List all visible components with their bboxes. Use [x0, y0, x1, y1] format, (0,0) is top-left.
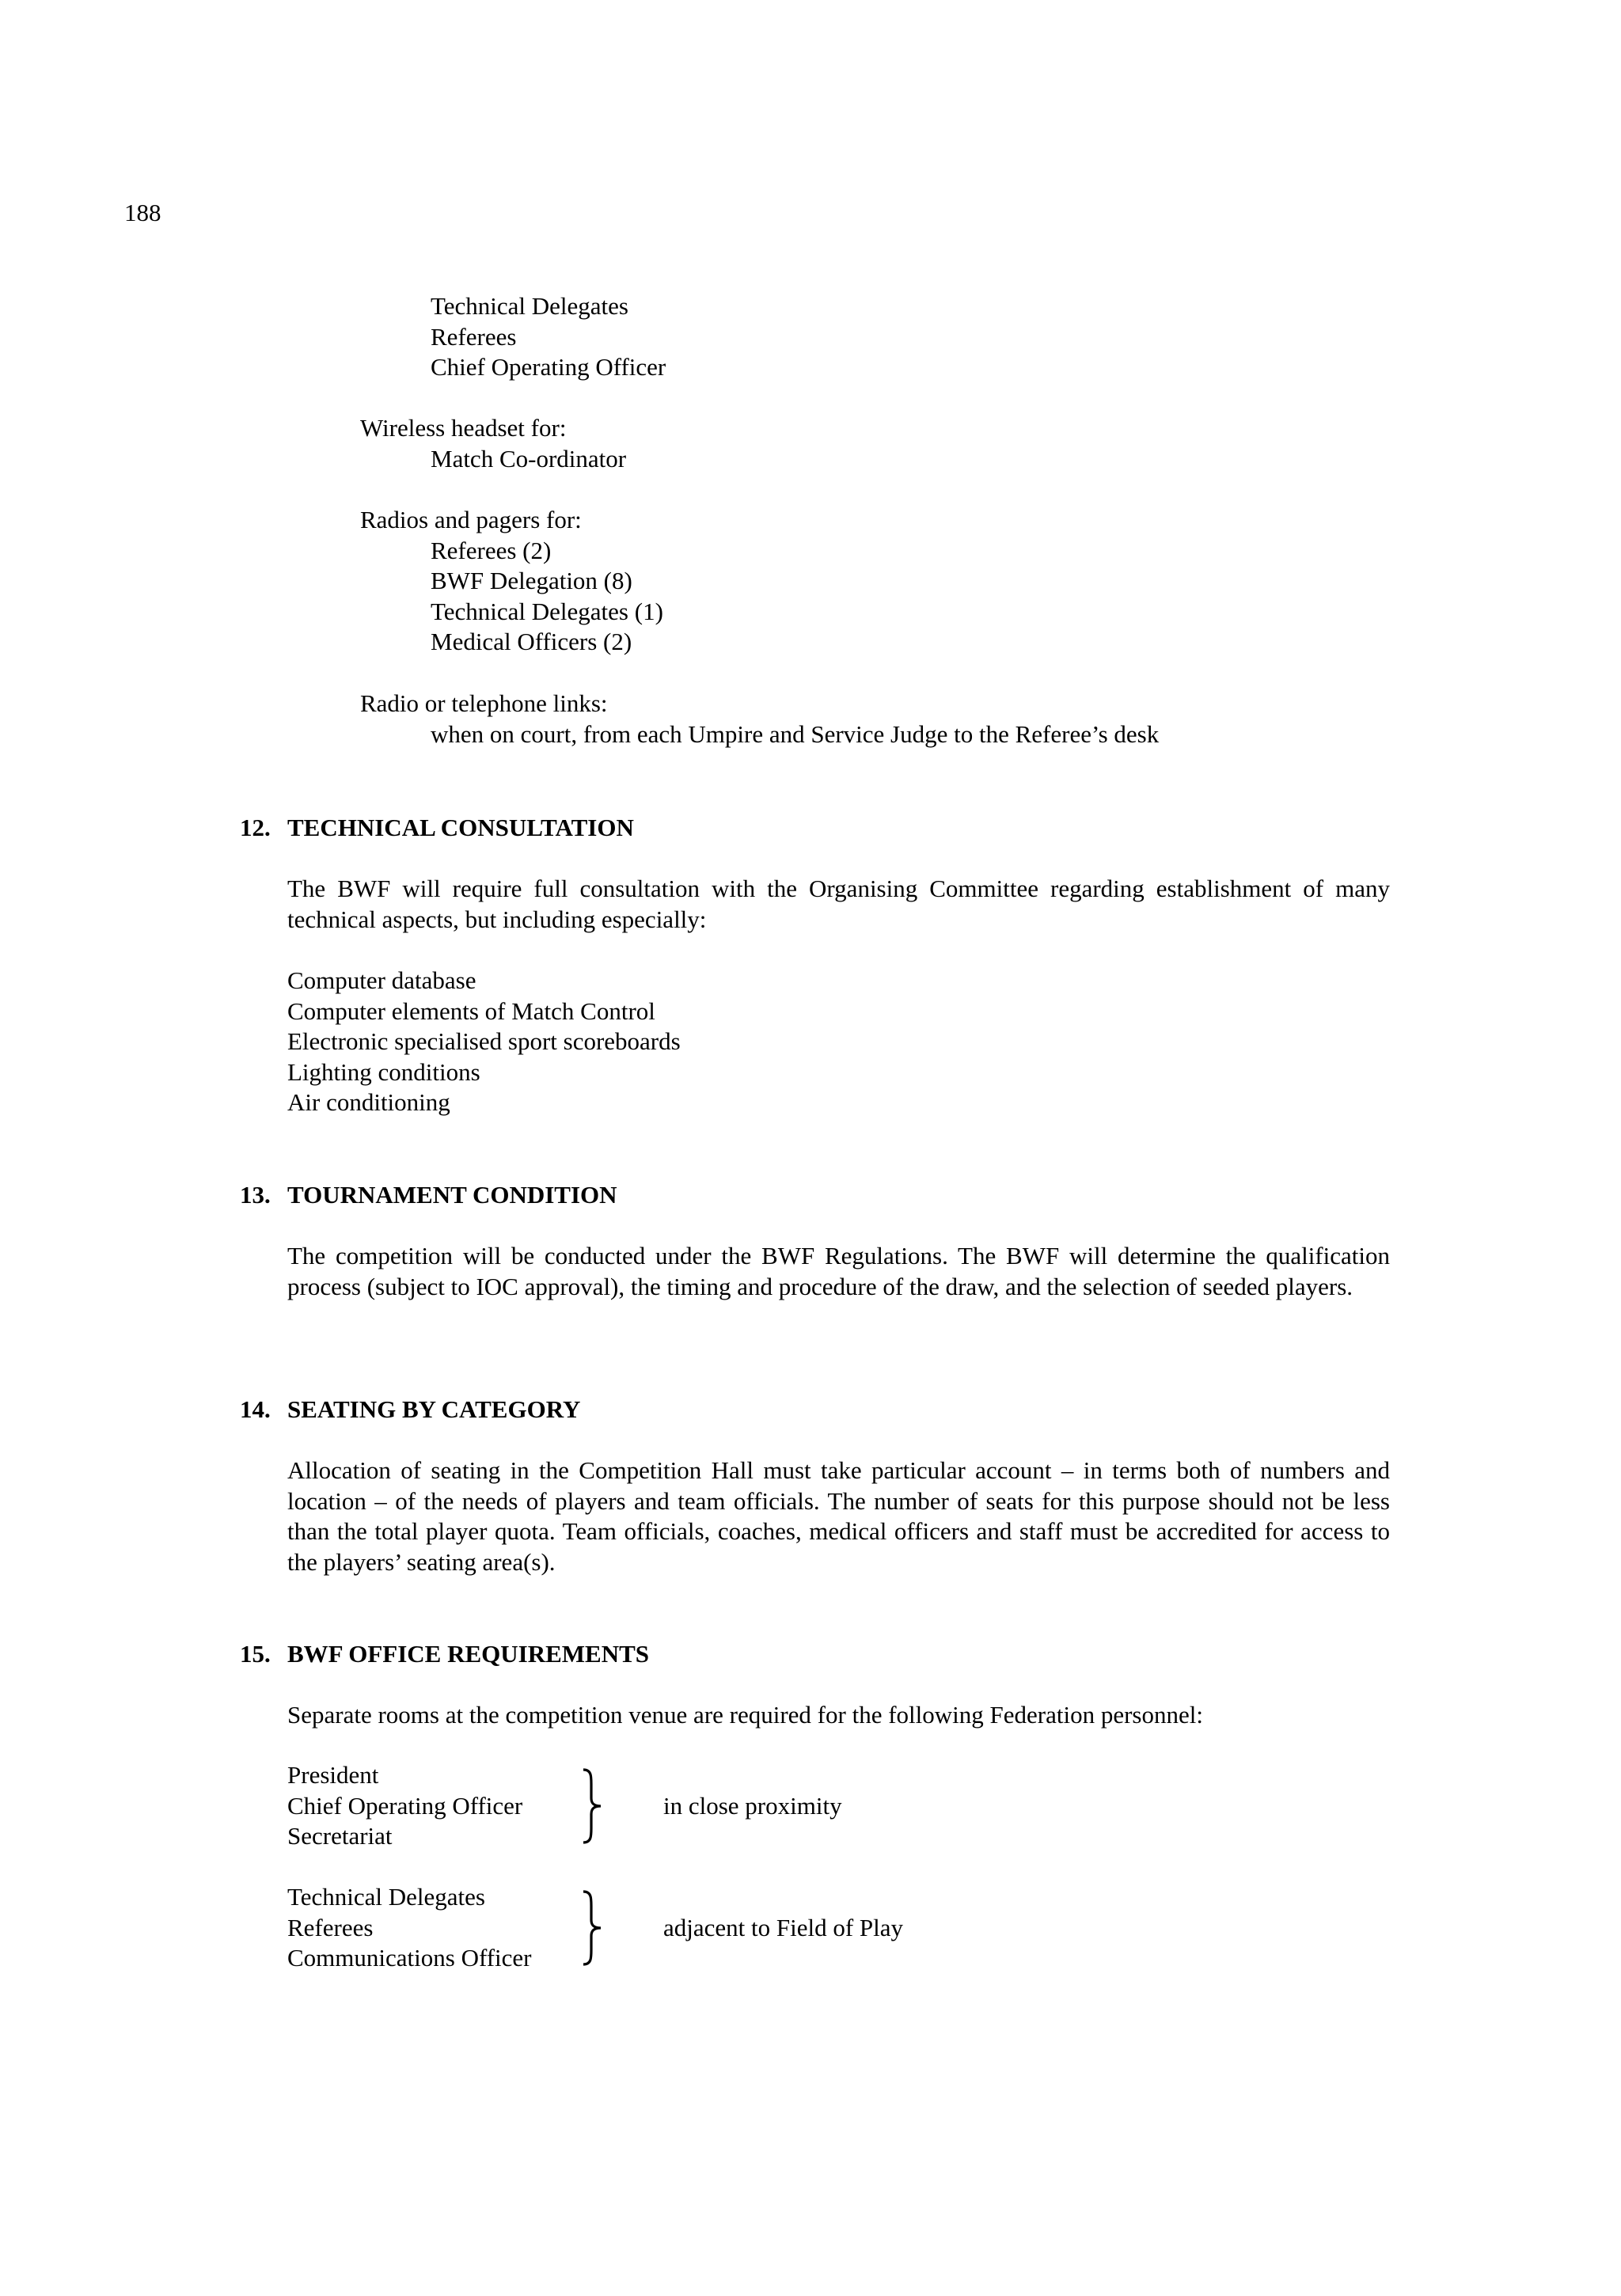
- section-number: 15.: [240, 1640, 271, 1668]
- section-number: 14.: [240, 1395, 271, 1423]
- section-heading-14: [240, 1395, 580, 1425]
- radios-pagers-list: [360, 505, 663, 658]
- section-15-paragraph: Separate rooms at the competition venue are required for the following Federation personnel:: [287, 1701, 1203, 1729]
- list-item: BWF Delegation (8): [431, 567, 632, 594]
- section-title: TOURNAMENT CONDITION: [287, 1181, 617, 1209]
- wireless-headset-list: [360, 413, 626, 474]
- section-heading-12: [240, 813, 634, 844]
- group-member: Communications Officer: [287, 1944, 532, 1972]
- office-group-2: [287, 1882, 903, 1974]
- equipment-list: [360, 291, 666, 383]
- list-item: Lighting conditions: [287, 1057, 480, 1086]
- list-item: Electronic specialised sport scoreboards: [287, 1027, 681, 1055]
- list-label: Wireless headset for:: [360, 414, 567, 442]
- list-item: Technical Delegates: [431, 292, 628, 320]
- office-group-members: [287, 1882, 580, 1974]
- list-item: Air conditioning: [287, 1088, 450, 1116]
- section-12-paragraph: The BWF will require full consultation with the Organising Committee regarding establishment of many technical aspects, but including especially:: [287, 875, 1390, 933]
- group-member: Referees: [287, 1913, 374, 1941]
- section-number: 12.: [240, 814, 271, 841]
- group-member: Secretariat: [287, 1822, 393, 1850]
- group-member: President: [287, 1761, 379, 1789]
- list-label: Radio or telephone links:: [360, 689, 608, 717]
- office-group-members: [287, 1760, 580, 1852]
- office-group-1: [287, 1760, 842, 1852]
- page-number: 188: [124, 199, 161, 226]
- section-number: 13.: [240, 1181, 271, 1209]
- list-item: Referees: [431, 322, 517, 351]
- technical-aspects-list: [287, 966, 681, 1118]
- list-item: Computer elements of Match Control: [287, 996, 655, 1025]
- section-title: BWF OFFICE REQUIREMENTS: [287, 1640, 650, 1668]
- list-label: Radios and pagers for:: [360, 506, 582, 533]
- radio-telephone-links: [360, 689, 1159, 750]
- list-item: when on court, from each Umpire and Service Judge to the Referee’s desk: [431, 719, 1160, 748]
- section-title: TECHNICAL CONSULTATION: [287, 814, 634, 841]
- section-heading-13: [240, 1180, 617, 1211]
- section-14-paragraph: Allocation of seating in the Competition Hall must take particular account – in terms both of numbers and location – of the needs of players and team officials. The number of seats for this purpose should not be less than the total player quota. Team officials, coaches, medical officers and staff must be accredited for access to the players’ seating area(s).: [287, 1456, 1390, 1576]
- right-brace-icon: [580, 1760, 604, 1851]
- group-member: Chief Operating Officer: [287, 1791, 523, 1820]
- list-item: Chief Operating Officer: [431, 353, 666, 381]
- group-member: Technical Delegates: [287, 1883, 485, 1911]
- list-item: Technical Delegates (1): [431, 597, 663, 625]
- group-note: in close proximity: [663, 1791, 842, 1820]
- list-item: Computer database: [287, 966, 476, 994]
- section-13-paragraph: The competition will be conducted under the BWF Regulations. The BWF will determine the qualification process (subject to IOC approval), the timing and procedure of the draw, and the selection of seeded players.: [287, 1242, 1390, 1300]
- list-item: Referees (2): [431, 536, 552, 564]
- section-title: SEATING BY CATEGORY: [287, 1395, 581, 1423]
- list-item: Medical Officers (2): [431, 628, 632, 655]
- section-heading-15: [240, 1639, 649, 1670]
- right-brace-icon: [580, 1882, 604, 1973]
- list-item: Match Co-ordinator: [431, 444, 627, 472]
- group-note: adjacent to Field of Play: [663, 1913, 904, 1941]
